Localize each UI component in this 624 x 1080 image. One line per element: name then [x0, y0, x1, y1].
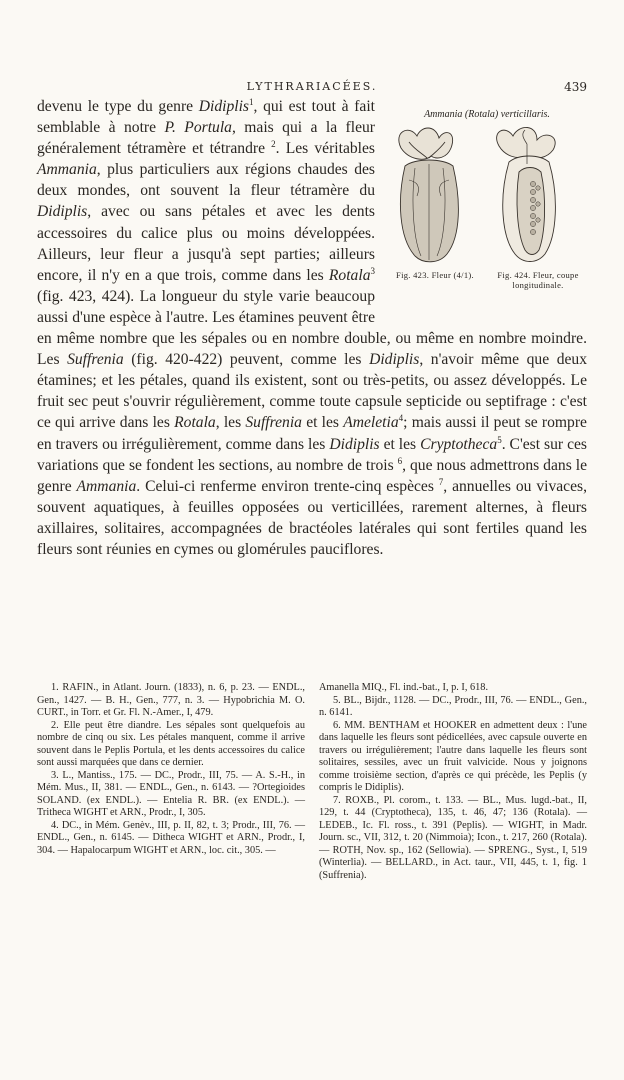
- figure-label-423: Fig. 423. Fleur (4/1).: [396, 270, 474, 280]
- figure-label-424: Fig. 424. Fleur, coupe longitudinale.: [497, 270, 579, 290]
- footnotes-right-column: [319, 682, 587, 882]
- flower-illustration: [387, 120, 587, 270]
- footnotes-left-column: [37, 682, 305, 857]
- botanical-figure: [387, 98, 587, 318]
- flower-whole-drawing: [399, 128, 459, 262]
- page-number: 439: [564, 80, 587, 94]
- running-title: LYTHRARIACÉES.: [246, 80, 378, 93]
- footnote-5: 5. BL., Bijdr., 1128. — DC., Prodr., III, 76. — ENDL., Gen., n. 6141.: [319, 694, 587, 718]
- main-text: [37, 96, 587, 560]
- flower-section-drawing: [497, 127, 556, 261]
- footnote-1: 1. RAFIN., in Atlant. Journ. (1833), n. 6, p. 23. — ENDL., Gen., 1427. — B. H., Gen., 777, n. 3. — Hypobrichia M. O. CURT., in Torr. et Gr. Fl. N.-Amer., I, 479.: [37, 682, 305, 718]
- footnote-7: 7. ROXB., Pl. corom., t. 133. — BL., Mus. lugd.-bat., II, 129, t. 44 (Cryptotheca), 135, t. 46, 47; 136 (Rotala). — LEDEB., Ic. Fl. ross., t. 391 (Peplis). — WIGHT, in Madr. Journ. sc., VII, 312, t. 20 (Nimmoia); Icon., t. 217, 260 (Rotala). — ROTH, Nov. sp., 162 (Sellowia). — SPRENG., Syst., I, 519 (Winterlia). — BELLARD., in Act. taur., VII, 445, t. 1, fig. 1 (Suffrenia).: [319, 794, 587, 881]
- figure-caption: Ammania (Rotala) verticillaris.: [424, 109, 550, 120]
- footnote-6: 6. MM. BENTHAM et HOOKER en admettent deux : l'une dans laquelle les fleurs sont pédicellées, avec capsule ouverte en travers ou irrégulièrement; l'autre dans laquelle les fleurs sont solitaires, sessiles, avec un fruit valvicide. Nous y joignons comme troisième section, d'après ce qui précède, les Peplis (y compris le Didiplis).: [319, 719, 587, 793]
- footnote-3: 3. L., Mantiss., 175. — DC., Prodr., III, 75. — A. S.-H., in Mém. Mus., II, 381. — ENDL., Gen., n. 6143. — ?Ortegioides SOLAND. (ex ENDL.). — Entelia R. BR. (ex ENDL.). — Tritheca WIGHT et ARN., Prodr., I, 305.: [37, 769, 305, 818]
- body-paragraph: devenu le type du genre Didiplis$^1$, qui est tout à fait semblable à notre P. Portula, mais qui a la fleur généralement tétramère et tétrandre $^2$. Les véritables Ammania, plus particuliers aux régions chaudes des deux mondes, ont souvent la fleur tétramère du Didiplis, avec ou sans pétales et avec les dents accessoires du calice plus ou moins développées. Ailleurs, leur fleur a jusqu'à sept parties; ailleurs encore, il n'y en a que trois, comme dans les Rotala$^3$ (fig. 423, 424). La longueur du style varie beaucoup aussi d'une espèce à l'autre. Les étamines peuvent être en même nombre que les sépales ou en nombre double, ou même en nombre moindre. Les Suffrenia (fig. 420-422) peuvent, comme les Didiplis, n'avoir même que deux étamines; et les pétales, quand ils existent, sont ou très-petits, ou assez développés. Le fruit sec peut s'ouvrir régulièrement, comme toute capsule septicide ou septifrage : c'est ce qui arrive dans les Rotala, les Suffrenia et les Ameletia$^4$; mais aussi il peut se rompre en travers ou irrégulièrement, comme dans les Didiplis et les Cryptotheca$^5$. C'est sur ces variations que se fondent les sections, au nombre de trois $^6$, que nous admettrons dans le genre Ammania. Celui-ci renferme environ trente-cinq espèces $^7$, annuelles ou vivaces, souvent aquatiques, à feuilles opposées ou verticillées, rarement alternes, à fleurs axillaires, solitaires, accompagnées de bractéoles latérales qui sont fertiles quand les fleurs sont réunies en cymes ou glomérules pauciflores.: [37, 96, 588, 558]
- running-header: [37, 80, 587, 96]
- footnote-4-continued: Amanella MIQ., Fl. ind.-bat., I, p. I, 618.: [319, 682, 489, 693]
- footnote-4: 4. DC., in Mém. Genèv., III, p. II, 82, t. 3; Prodr., III, 76. — ENDL., Gen., n. 6145. — Ditheca WIGHT et ARN., Prodr., I, 304. — Hapalocarpum WIGHT et ARN., loc. cit., 305. —: [37, 819, 305, 856]
- footnote-2: 2. Elle peut être diandre. Les sépales sont quelquefois au nombre de cinq ou six. Les pétales manquent, comme il arrive souvent dans le Peplis Portula, et les dents accessoires du calice sont aussi marquées que dans ce dernier.: [37, 719, 305, 768]
